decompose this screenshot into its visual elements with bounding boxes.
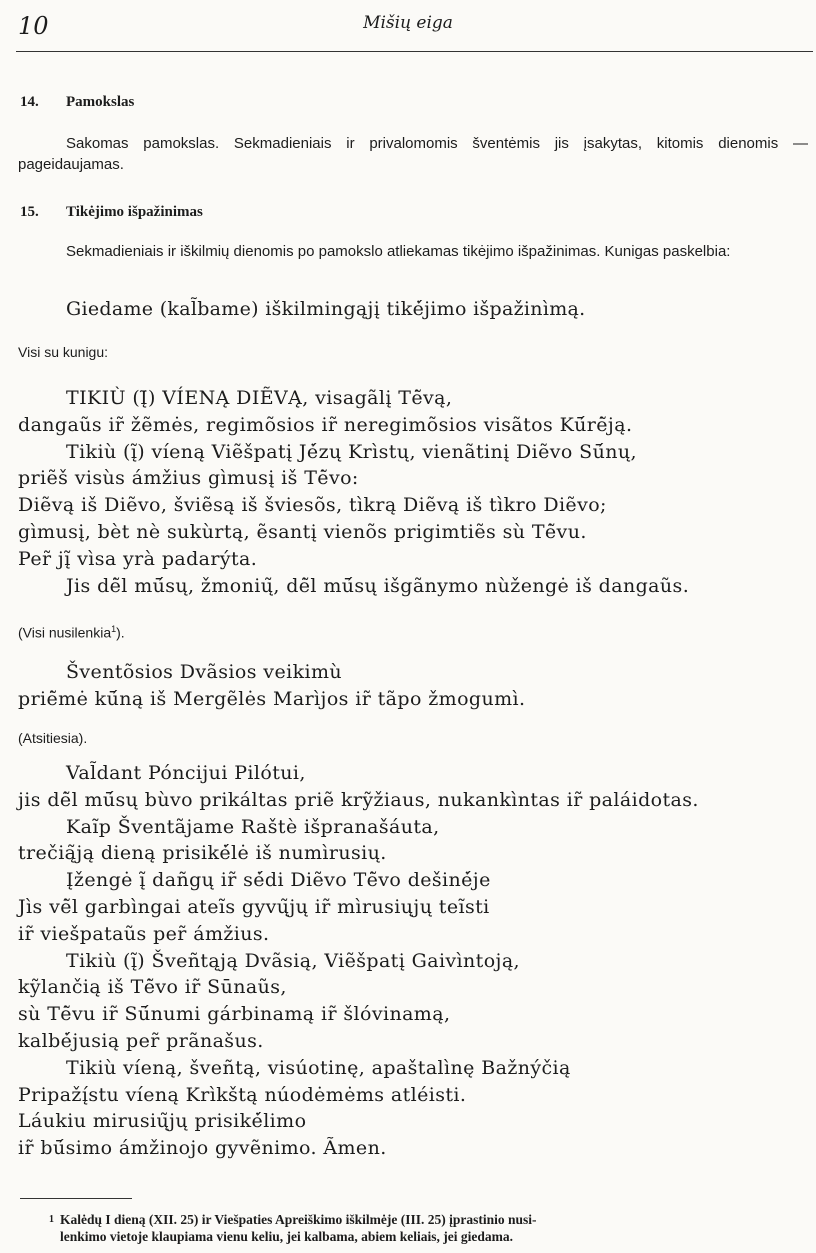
creed-line: Tikiù (į̃) víeną Viẽšpatį Jė́zų Krìstų, vienãtinį Diẽvo Sū́nų, xyxy=(66,440,637,463)
footnote-rule xyxy=(20,1198,132,1199)
creed-line: Tikiù víeną, šveñtą, visúotinę, apaštalìnę Bažnýčią xyxy=(66,1056,571,1079)
footnote-line-2: lenkimo vietoje klaupiama vienu keliu, jei kalbama, abiem keliais, jei giedama. xyxy=(60,1229,514,1244)
creed-announcement: Giedame (kal̃bame) iškilmingąjį tikė́jimo išpažinìmą. xyxy=(66,298,586,320)
creed-line: Įžengė į̃ dañgų ir̃ sė́di Diẽvo Tė̃vo dešinė́je xyxy=(66,869,491,892)
running-title: Mišių eiga xyxy=(363,13,453,33)
header-rule xyxy=(16,51,813,52)
section-15-body: Sekmadieniais ir iškilmių dienomis po pamokslo atliekamas tikėjimo išpažinimas. Kunigas paskelbia: xyxy=(66,243,731,260)
section-14-title: Pamokslas xyxy=(66,94,135,110)
creed-line: sù Tė̃vu ir̃ Sū́numi gárbinamą ir̃ šlóvinamą, xyxy=(18,1003,451,1026)
creed-line: trečią̃ją dieną prisikė́lė iš numìrusių. xyxy=(18,842,387,865)
rubric-all-with-priest: Visi su kunigu: xyxy=(18,344,109,360)
footnote-text-1: Kalėdų I dieną (XII. 25) ir Viešpaties Apreiškimo iškilmėje (III. 25) įprastinio nusi- xyxy=(60,1212,537,1227)
creed-line: TIKIÙ (Į̃) VÍENĄ DIẼVĄ, visagãlį Tė̃vą, xyxy=(66,387,453,409)
rubric-bow-text: (Visi nusilenkia xyxy=(18,624,112,641)
creed-line: Kaĩp Šventãjame Raštè išpranašáuta, xyxy=(66,815,440,838)
creed-line: priė̃mė kū́ną iš Mergẽlės Marìjos ir̃ tãpo žmogumì. xyxy=(18,687,526,710)
creed-line: gìmusį, bèt nè sukùrtą, ẽsantį vienõs prigimtiẽs sù Tė̃vu. xyxy=(18,520,587,543)
rubric-rise: (Atsitiesia). xyxy=(18,730,88,746)
rubric-bow xyxy=(18,624,125,641)
creed-block-1 xyxy=(18,385,813,599)
creed-line: kalbė́jusią per̃ prãnašus. xyxy=(18,1029,264,1052)
creed-line: Pripažį́stu víeną Krìkštą núodėmėms atléisti. xyxy=(18,1083,467,1106)
footnote xyxy=(20,1211,810,1245)
section-14-body: Sakomas pamokslas. Sekmadieniais ir privalomomis šventėmis jis įsakytas, kitomis dienomis — pageidaujamas. xyxy=(18,135,808,173)
section-15-heading xyxy=(20,204,203,221)
rubric-bow-close: ). xyxy=(116,624,125,641)
footnote-ref: 1 xyxy=(111,624,117,634)
creed-line: dangaũs ir̃ žẽmės, regimõsios ir̃ neregimõsios visãtos Kū́rė̃ją. xyxy=(18,413,633,436)
creed-line: jis dė̃l mū́sų bùvo prikáltas priẽ krỹžiaus, nukankìntas ir̃ paláidotas. xyxy=(18,788,699,811)
section-14-number: 14. xyxy=(20,94,39,110)
running-head xyxy=(0,0,816,54)
page-number: 10 xyxy=(18,12,49,40)
creed-line: Šventõsios Dvãsios veikimù xyxy=(66,661,343,683)
creed-block-3 xyxy=(18,760,813,1162)
creed-line: Jis dė̃l mū́sų, žmonių̃, dė̃l mū́sų išgãnymo nùžengė iš dangaũs. xyxy=(66,574,690,597)
creed-line: Jìs vė̃l garbìngai ateĩs gyvų̃jų ir̃ mìrusiųjų teĩsti xyxy=(18,895,490,918)
creed-line: Per̃ jį̃ vìsa yrà padarýta. xyxy=(18,547,258,570)
creed-block-2 xyxy=(18,659,813,713)
creed-line: Val̃dant Póncijui Pilótui, xyxy=(66,762,306,784)
creed-line: ir̃ viešpataũs per̃ ámžius. xyxy=(18,922,270,945)
footnote-mark: 1 xyxy=(49,1214,54,1225)
creed-line: Tikiù (į̃) Šveñtąją Dvãsią, Viẽšpatį Gaivìntoją, xyxy=(66,949,520,972)
section-14-heading xyxy=(20,94,134,111)
section-15-title: Tikėjimo išpažinimas xyxy=(66,204,203,220)
creed-line: ir̃ bū́simo ámžinojo gyvẽnimo. Ãmen. xyxy=(18,1137,387,1160)
creed-line: priẽš visùs ámžius gìmusį iš Tė̃vo: xyxy=(18,467,359,490)
creed-line: Diẽvą iš Diẽvo, šviẽsą iš šviesõs, tìkrą Diẽvą iš tìkro Diẽvo; xyxy=(18,494,607,517)
creed-line: kỹlančią iš Tė̃vo ir̃ Sūnaũs, xyxy=(18,976,287,999)
footnote-line-1 xyxy=(20,1211,810,1228)
creed-line: Láukiu mirusių̃jų prisikė́limo xyxy=(18,1110,307,1133)
section-15-number: 15. xyxy=(20,204,39,220)
